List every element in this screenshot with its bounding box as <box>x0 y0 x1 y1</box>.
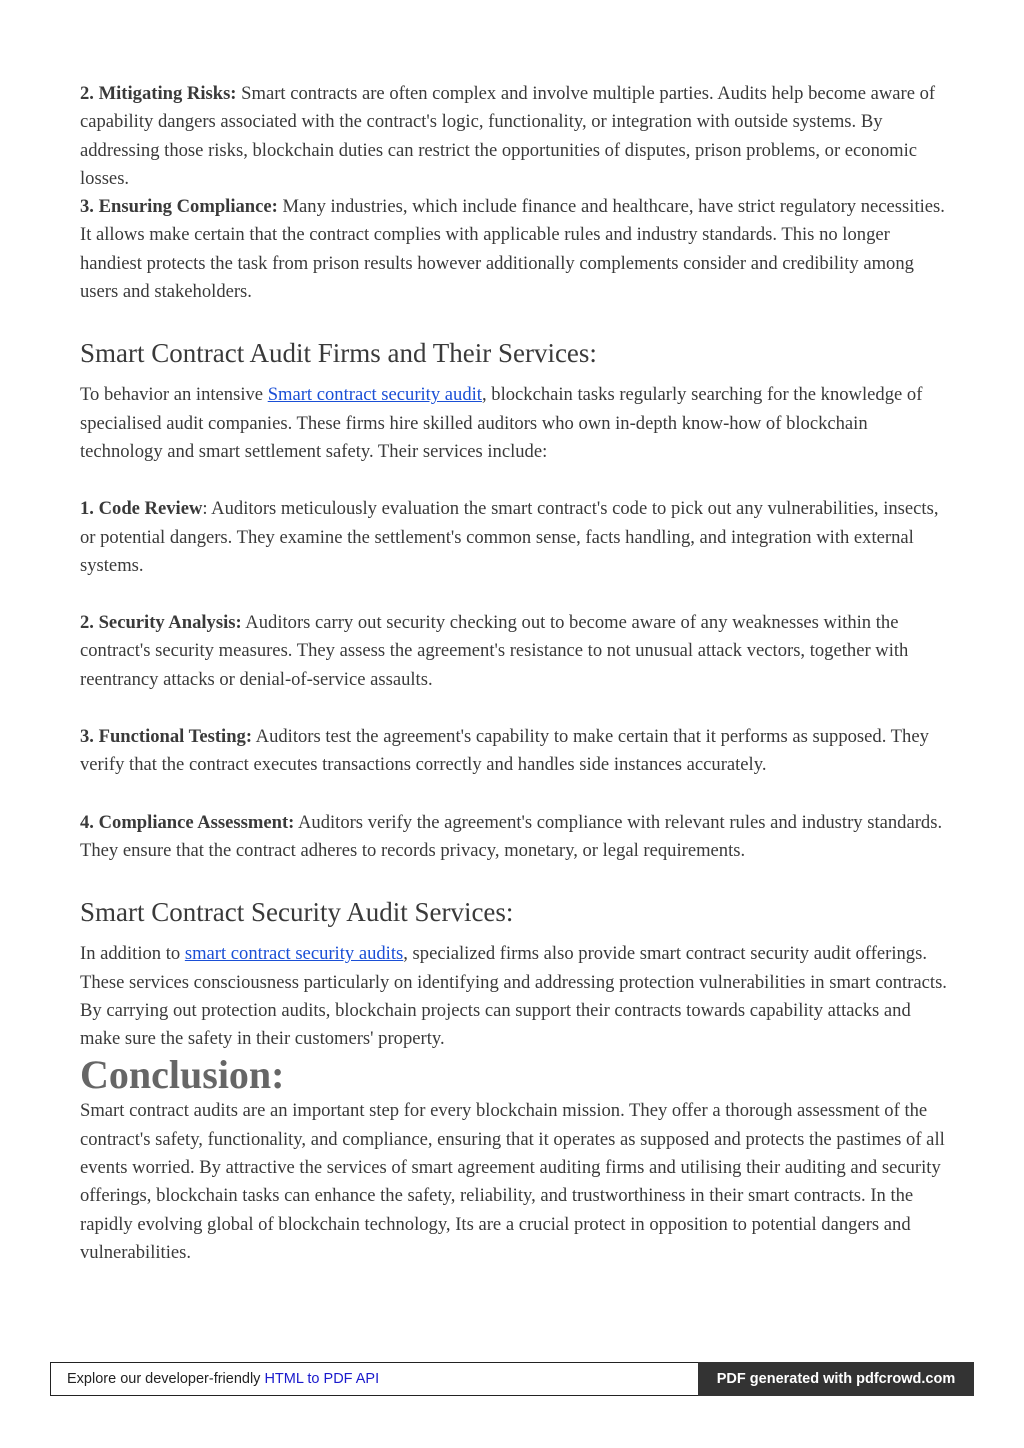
item-text: Many industries, which include finance and healthcare, have strict regulatory necessities. It allows make certain that the contract complies with applicable rules and industry standards. This no longer handiest protects the task from prison results however additionally complements consider and credibility among users and stakeholders. <box>80 196 945 303</box>
item-label: 3. Functional Testing: <box>80 726 253 748</box>
item-label: 4. Compliance Assessment: <box>80 811 295 833</box>
item-label: 2. Mitigating Risks: <box>80 83 237 104</box>
list-item-ensuring-compliance <box>80 193 950 306</box>
item-label: 3. Ensuring Compliance: <box>80 196 278 218</box>
conclusion-paragraph: Smart contract audits are an important step for every blockchain mission. They offer a thorough assessment of the contract's safety, functionality, and compliance, ensuring that it operates as supposed and protects the pastimes of all events worried. By attractive the services of smart agreement auditing firms and utilising their auditing and security offerings, blockchain tasks can enhance the safety, reliability, and trustworthiness in their smart contracts. In the rapidly evolving global of blockchain technology, Its are a crucial protect in opposition to potential dangers and vulnerabilities. <box>80 1100 945 1263</box>
section-heading-audit-firms: Smart Contract Audit Firms and Their Services: <box>80 338 597 369</box>
list-item-mitigating-risks <box>80 80 950 193</box>
item-text: Auditors verify the agreement's compliance with relevant rules and industry standards. They ensure that the contract adheres to records privacy, monetary, or legal requirements. <box>80 811 943 861</box>
item-text: Auditors carry out security checking out to become aware of any weaknesses within the contract's security measures. They assess the agreement's resistance to not unusual attack vectors, together with reentrancy attacks or denial-of-service assaults. <box>80 612 909 690</box>
item-label: 1. Code Review <box>80 498 203 520</box>
smart-contract-security-audits-link[interactable]: smart contract security audits <box>184 943 404 965</box>
paragraph-text-after: , specialized firms also provide smart contract security audit offerings. These services consciousness particularly on identifying and addressing protection vulnerabilities in smart contracts. By carrying out protection audits, blockchain projects can support their contracts towards capability attacks and make sure the safety in their customers' property. <box>80 943 947 1050</box>
list-item-code-review <box>80 495 950 580</box>
item-text: : Auditors meticulously evaluation the smart contract's code to pick out any vulnerabilities, insects, or potential dangers. They examine the settlement's common sense, facts handling, and integration with external systems. <box>80 498 939 576</box>
document-body <box>80 80 950 1267</box>
list-item-security-analysis <box>80 609 950 694</box>
security-services-paragraph <box>80 940 950 1053</box>
smart-contract-security-audit-link[interactable]: Smart contract security audit <box>267 384 482 406</box>
conclusion-heading: Conclusion: <box>80 1052 285 1098</box>
html-to-pdf-api-link[interactable]: HTML to PDF API <box>264 1371 380 1387</box>
item-label: 2. Security Analysis: <box>80 612 242 634</box>
item-text: Smart contracts are often complex and involve multiple parties. Audits help become aware of capability dangers associated with the contract's logic, functionality, or integration with outside systems. By addressing those risks, blockchain duties can restrict the opportunities of disputes, prison problems, or economic losses. <box>80 83 936 189</box>
list-item-compliance-assessment <box>80 809 950 866</box>
paragraph-text-before: In addition to <box>80 943 185 965</box>
item-text: Auditors test the agreement's capability to make certain that it performs as supposed. They verify that the contract executes transactions correctly and handles side instances accurately. <box>80 726 929 776</box>
intro-text-before: To behavior an intensive <box>80 384 268 406</box>
pdfcrowd-badge[interactable]: PDF generated with pdfcrowd.com <box>698 1362 974 1396</box>
list-item-functional-testing <box>80 723 950 780</box>
pdf-footer-bar <box>50 1362 974 1396</box>
footer-promo <box>50 1362 698 1396</box>
intro-text-after: , blockchain tasks regularly searching for the knowledge of specialised audit companies. These firms hire skilled auditors who own in-depth know-how of blockchain technology and smart settlement safety. Their services include: <box>80 384 923 462</box>
section-intro-paragraph <box>80 381 950 466</box>
section-heading-security-audit-services: Smart Contract Security Audit Services: <box>80 897 514 928</box>
footer-promo-text: Explore our developer-friendly <box>67 1371 261 1387</box>
